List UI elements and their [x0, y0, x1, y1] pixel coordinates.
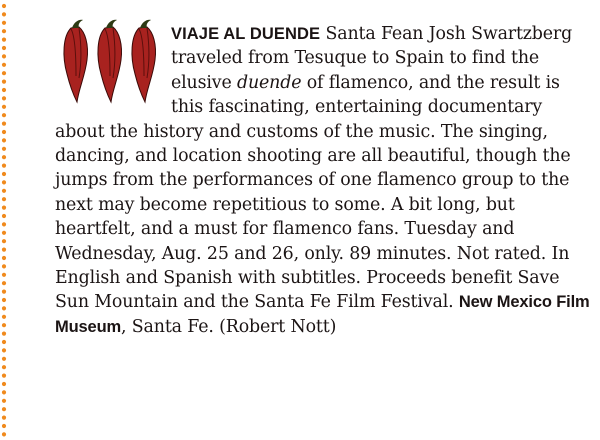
border-dot: [2, 155, 6, 159]
border-dot: [2, 239, 6, 243]
film-title: VIAJE AL DUENDE: [171, 25, 321, 43]
border-dot: [2, 147, 6, 151]
border-dot: [2, 214, 6, 218]
border-dot: [2, 424, 6, 428]
border-dot: [2, 315, 6, 319]
review-closing: , Santa Fe. (Robert Nott): [121, 316, 337, 337]
border-dot: [2, 63, 6, 67]
emphasized-term: duende: [237, 72, 302, 93]
border-dot: [2, 231, 6, 235]
border-dot: [2, 54, 6, 58]
border-dot: [2, 12, 6, 16]
border-dot: [2, 374, 6, 378]
chile-pepper-icon: [64, 20, 88, 102]
review-entry: [55, 22, 595, 339]
border-dot: [2, 130, 6, 134]
border-dot: [2, 365, 6, 369]
border-dot: [2, 197, 6, 201]
border-dot: [2, 382, 6, 386]
border-dot: [2, 298, 6, 302]
border-dot: [2, 357, 6, 361]
border-dot: [2, 323, 6, 327]
border-dot: [2, 222, 6, 226]
border-dot: [2, 189, 6, 193]
border-dot: [2, 180, 6, 184]
review-body: of flamenco, and the result is this fascinating, entertaining documentary about the history and customs of the music. The singing, dancing, and location shooting are all beautiful, though the jumps from the performances of one flamenco group to the next may become repetitious to some. A bit long, but heartfelt, and a must for flamenco fans. Tuesday and Wednesday, Aug. 25 and 26, only. 89 minutes. Not rated. In English and Spanish with subtitles. Proceeds benefit Save Sun Mountain and the Santa Fe Film Festival.: [55, 72, 571, 313]
border-dot: [2, 105, 6, 109]
border-dot: [2, 96, 6, 100]
border-dot: [2, 88, 6, 92]
border-dot: [2, 416, 6, 420]
border-dot: [2, 38, 6, 42]
border-dot: [2, 71, 6, 75]
border-dot: [2, 390, 6, 394]
border-dot: [2, 122, 6, 126]
border-dot: [2, 340, 6, 344]
border-dot: [2, 290, 6, 294]
border-dot: [2, 332, 6, 336]
border-dot: [2, 21, 6, 25]
border-dot: [2, 306, 6, 310]
border-dot: [2, 172, 6, 176]
border-dot: [2, 264, 6, 268]
border-dot: [2, 46, 6, 50]
border-dot: [2, 273, 6, 277]
border-dot: [2, 113, 6, 117]
border-dot: [2, 164, 6, 168]
border-dot: [2, 80, 6, 84]
border-dot: [2, 348, 6, 352]
border-dot: [2, 256, 6, 260]
border-dot: [2, 399, 6, 403]
border-dot: [2, 248, 6, 252]
border-dot: [2, 432, 6, 436]
border-dot: [2, 138, 6, 142]
review-intro: Santa Fean Josh Swartzberg traveled from Tesuque to Spain to find the elusive: [171, 24, 573, 93]
chile-pepper-icon: [132, 20, 156, 102]
border-dot: [2, 206, 6, 210]
border-dot: [2, 29, 6, 33]
border-dots: [2, 4, 6, 437]
border-dot: [2, 281, 6, 285]
venue-name: New Mexico Film Museum: [55, 293, 590, 336]
border-dot: [2, 4, 6, 8]
chile-pepper-icon: [98, 20, 122, 102]
pepper-rating: [53, 16, 165, 104]
dotted-border: [0, 0, 16, 440]
border-dot: [2, 407, 6, 411]
